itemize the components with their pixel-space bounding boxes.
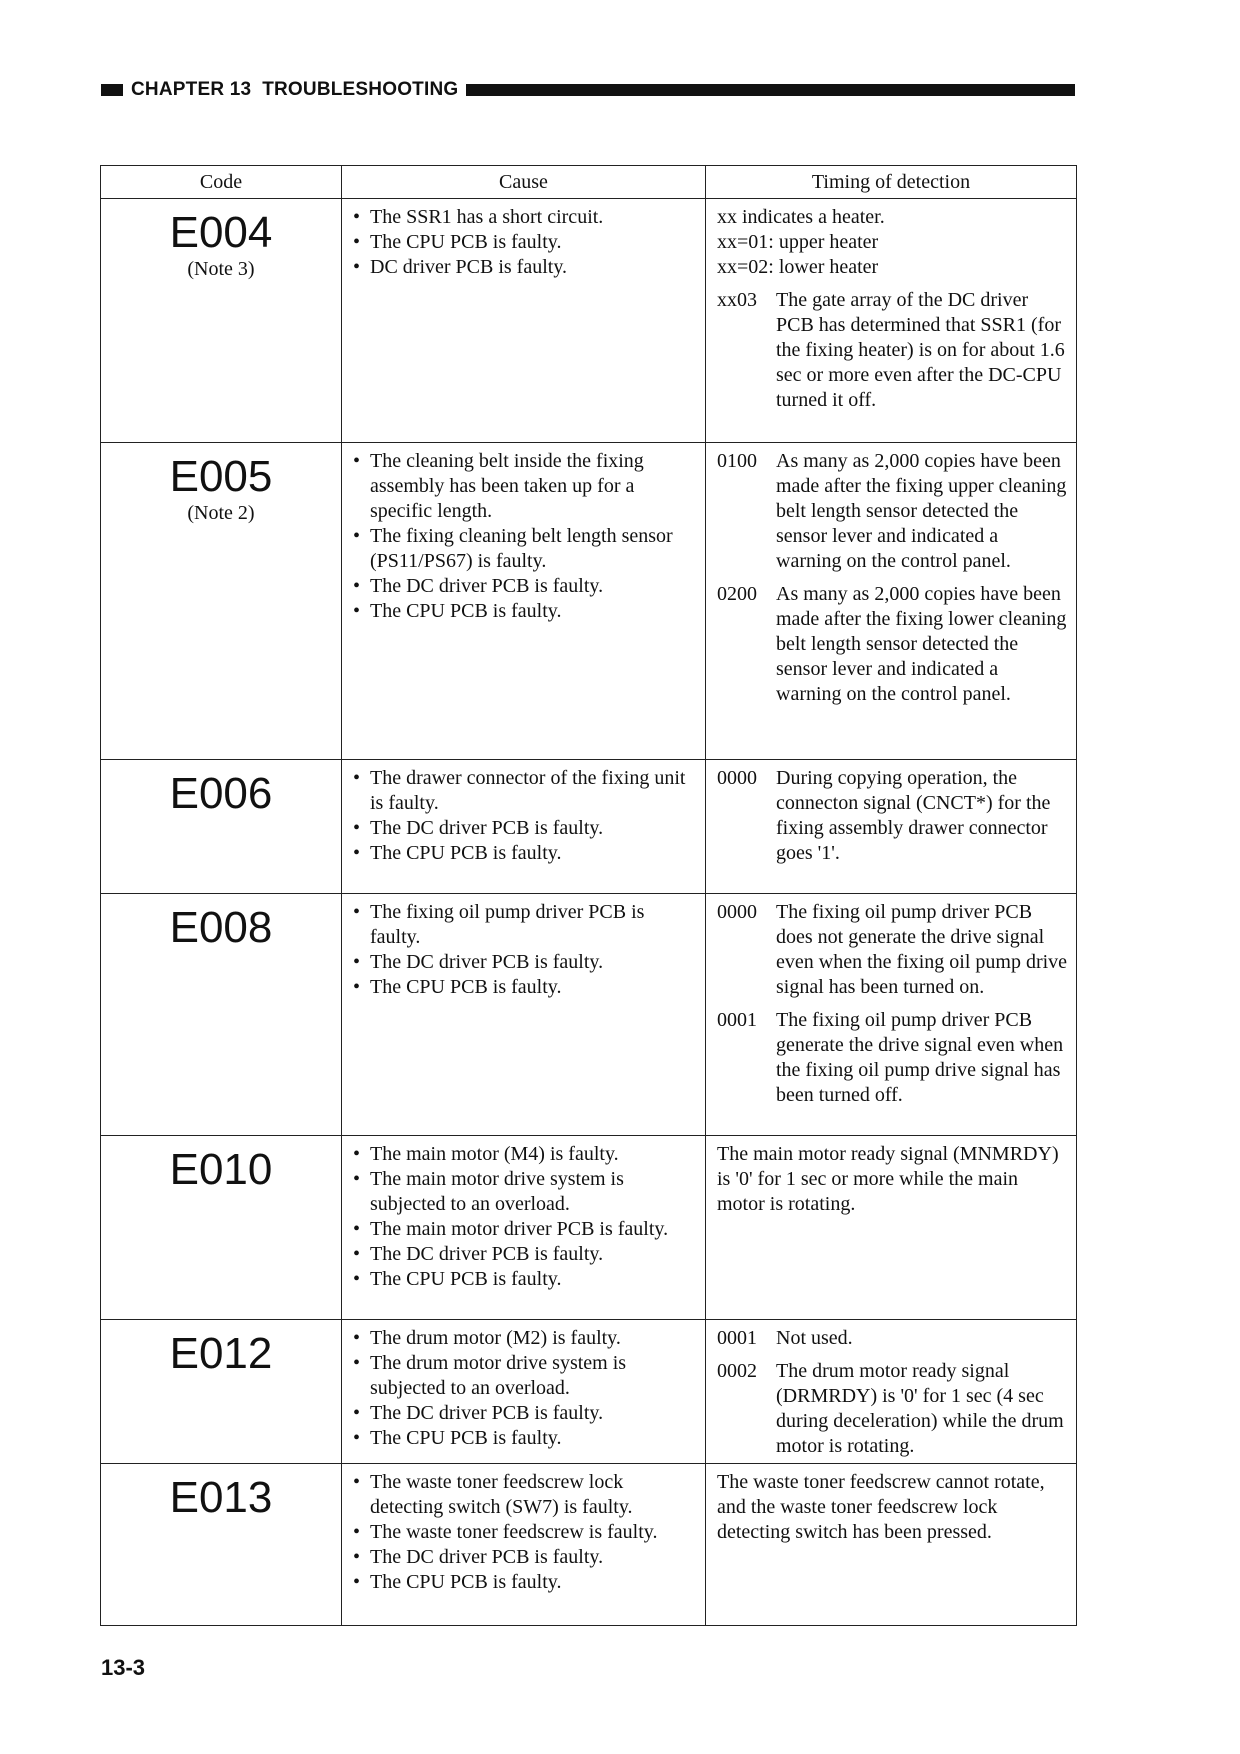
timing-item — [717, 449, 1068, 574]
table-row — [101, 199, 1077, 443]
table-body — [101, 199, 1077, 1626]
cause-cell — [342, 1136, 706, 1320]
cause-item: • The CPU PCB is faulty. — [352, 841, 697, 866]
detail-text: The gate array of the DC driver PCB has determined that SSR1 (for the fixing heater) is on for about 1.6 sec or more even after the DC-CPU turned it off. — [776, 289, 1065, 411]
cause-list — [352, 1470, 697, 1595]
detail-text: Not used. — [776, 1327, 853, 1349]
cause-item: • The fixing oil pump driver PCB is faulty. — [352, 900, 697, 950]
cause-cell — [342, 1320, 706, 1464]
column-header-cause: Cause — [342, 166, 706, 199]
cause-cell — [342, 894, 706, 1136]
timing-intro-line: xx indicates a heater. — [717, 206, 885, 228]
code-cell — [101, 443, 342, 760]
table-header-row — [101, 166, 1077, 199]
detail-code: 0001 — [717, 1327, 757, 1349]
cause-item: • The DC driver PCB is faulty. — [352, 1401, 697, 1426]
header-square-mark — [101, 84, 123, 96]
timing-intro-line: xx=02: lower heater — [717, 256, 879, 278]
code-note: (Note 3) — [187, 258, 255, 280]
cause-item: • The fixing cleaning belt length sensor (PS11/PS67) is faulty. — [352, 524, 697, 574]
detail-text: During copying operation, the connecton signal (CNCT*) for the fixing assembly drawer connector goes '1'. — [776, 767, 1051, 864]
detail-text: As many as 2,000 copies have been made after the fixing upper cleaning belt length sensor detected the sensor lever and indicated a warning on the control panel. — [776, 450, 1067, 572]
timing-item — [717, 1359, 1068, 1459]
timing-item — [717, 766, 1068, 866]
cause-item: • The main motor drive system is subjected to an overload. — [352, 1167, 697, 1217]
detail-code: 0002 — [717, 1360, 757, 1382]
cause-cell — [342, 199, 706, 443]
timing-intro — [717, 205, 1068, 280]
cause-item: • The CPU PCB is faulty. — [352, 975, 697, 1000]
timing-text: The main motor ready signal (MNMRDY) is '0' for 1 sec or more while the main motor is rotating. — [717, 1143, 1059, 1215]
cause-item: • The CPU PCB is faulty. — [352, 1267, 697, 1292]
column-header-timing: Timing of detection — [706, 166, 1077, 199]
timing-cell — [706, 1464, 1077, 1626]
column-header-code: Code — [101, 166, 342, 199]
cause-item: • The CPU PCB is faulty. — [352, 230, 697, 255]
cause-item: • The DC driver PCB is faulty. — [352, 950, 697, 975]
detail-code: 0200 — [717, 583, 757, 605]
error-code: E006 — [169, 769, 273, 818]
code-cell — [101, 894, 342, 1136]
cause-list — [352, 1326, 697, 1451]
cause-cell — [342, 760, 706, 894]
detail-code: xx03 — [717, 289, 757, 311]
error-code: E008 — [169, 903, 273, 952]
code-note: (Note 2) — [187, 502, 255, 524]
code-cell — [101, 199, 342, 443]
timing-cell — [706, 760, 1077, 894]
timing-item — [717, 1326, 1068, 1351]
cause-cell — [342, 443, 706, 760]
cause-item: • The CPU PCB is faulty. — [352, 599, 697, 624]
detail-code: 0100 — [717, 450, 757, 472]
timing-cell — [706, 443, 1077, 760]
page-number: 13-3 — [101, 1655, 145, 1680]
cause-item: • The drum motor drive system is subjected to an overload. — [352, 1351, 697, 1401]
table-row — [101, 760, 1077, 894]
timing-item — [717, 288, 1068, 413]
timing-text: The waste toner feedscrew cannot rotate, and the waste toner feedscrew lock detecting switch has been pressed. — [717, 1471, 1045, 1543]
code-cell — [101, 1464, 342, 1626]
error-code: E012 — [169, 1329, 273, 1378]
code-cell — [101, 1136, 342, 1320]
table-row — [101, 1136, 1077, 1320]
table-row — [101, 443, 1077, 760]
cause-item: • The cleaning belt inside the fixing assembly has been taken up for a specific length. — [352, 449, 697, 524]
table-row — [101, 894, 1077, 1136]
cause-item: • DC driver PCB is faulty. — [352, 255, 697, 280]
cause-item: • The drum motor (M2) is faulty. — [352, 1326, 697, 1351]
detail-text: The fixing oil pump driver PCB does not generate the drive signal even when the fixing oil pump drive signal has been turned on. — [776, 901, 1068, 998]
code-cell — [101, 1320, 342, 1464]
detail-code: 0000 — [717, 901, 757, 923]
detail-text: The fixing oil pump driver PCB generate the drive signal even when the fixing oil pump drive signal has been turned off. — [776, 1009, 1064, 1106]
error-code: E004 — [169, 208, 273, 257]
timing-item — [717, 1008, 1068, 1108]
cause-item: • The waste toner feedscrew is faulty. — [352, 1520, 697, 1545]
table-row — [101, 1320, 1077, 1464]
error-code: E010 — [169, 1145, 273, 1194]
chapter-header — [101, 79, 1075, 101]
cause-item: • The SSR1 has a short circuit. — [352, 205, 697, 230]
detail-text: As many as 2,000 copies have been made after the fixing lower cleaning belt length sensor detected the sensor lever and indicated a warning on the control panel. — [776, 583, 1067, 705]
cause-item: • The main motor (M4) is faulty. — [352, 1142, 697, 1167]
error-code-table — [100, 165, 1077, 1626]
code-cell — [101, 760, 342, 894]
header-rule — [466, 84, 1075, 96]
cause-cell — [342, 1464, 706, 1626]
cause-item: • The waste toner feedscrew lock detecting switch (SW7) is faulty. — [352, 1470, 697, 1520]
error-code: E013 — [169, 1473, 273, 1522]
cause-list — [352, 449, 697, 624]
timing-cell — [706, 1320, 1077, 1464]
cause-list — [352, 900, 697, 1000]
cause-list — [352, 1142, 697, 1292]
cause-item: • The DC driver PCB is faulty. — [352, 574, 697, 599]
error-code: E005 — [169, 452, 273, 501]
table-row — [101, 1464, 1077, 1626]
timing-intro-line: xx=01: upper heater — [717, 231, 879, 253]
timing-item — [717, 900, 1068, 1000]
detail-text: The drum motor ready signal (DRMRDY) is '0' for 1 sec (4 sec during deceleration) while the drum motor is rotating. — [776, 1360, 1064, 1457]
cause-item: • The DC driver PCB is faulty. — [352, 1242, 697, 1267]
timing-cell — [706, 894, 1077, 1136]
cause-item: • The CPU PCB is faulty. — [352, 1426, 697, 1451]
detail-code: 0000 — [717, 767, 757, 789]
timing-cell — [706, 199, 1077, 443]
timing-item — [717, 582, 1068, 707]
cause-item: • The main motor driver PCB is faulty. — [352, 1217, 697, 1242]
cause-item: • The DC driver PCB is faulty. — [352, 1545, 697, 1570]
chapter-title: CHAPTER 13 TROUBLESHOOTING — [131, 79, 459, 100]
timing-cell — [706, 1136, 1077, 1320]
cause-item: • The CPU PCB is faulty. — [352, 1570, 697, 1595]
cause-item: • The DC driver PCB is faulty. — [352, 816, 697, 841]
detail-code: 0001 — [717, 1009, 757, 1031]
cause-item: • The drawer connector of the fixing unit is faulty. — [352, 766, 697, 816]
cause-list — [352, 205, 697, 280]
cause-list — [352, 766, 697, 866]
